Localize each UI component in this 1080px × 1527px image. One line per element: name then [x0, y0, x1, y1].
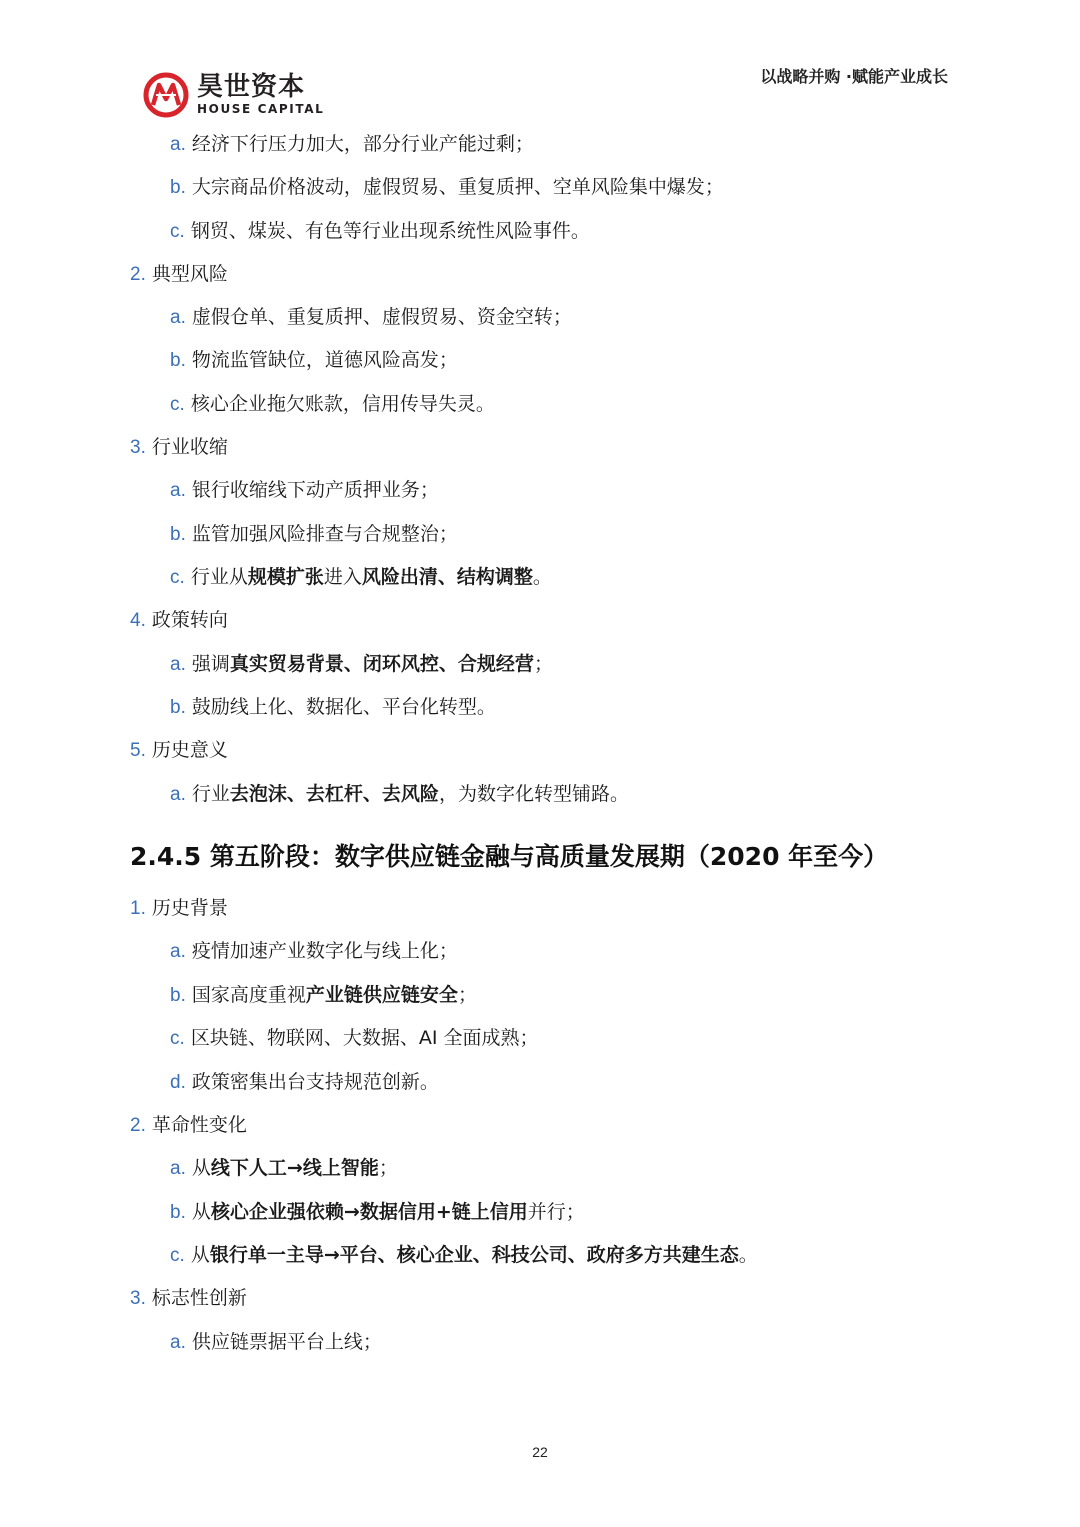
list-item-text: 政策转向	[151, 609, 228, 631]
text-run: ，为数字化转型铺路。	[438, 783, 629, 805]
list-item	[170, 564, 552, 591]
text-run: 强调	[191, 653, 230, 675]
list-marker: b.	[170, 350, 186, 371]
company-logo	[143, 70, 325, 120]
list-item	[170, 651, 553, 678]
text-run: 从	[191, 1157, 211, 1179]
list-marker: c.	[170, 1028, 185, 1049]
list-item	[170, 1199, 585, 1226]
list-marker: 4.	[130, 610, 146, 631]
list-item	[170, 174, 724, 201]
list-item	[170, 781, 629, 808]
list-marker: 1.	[130, 898, 146, 919]
text-run: 并行；	[527, 1201, 585, 1223]
list-item-text: 历史意义	[151, 739, 228, 761]
bold-text: 去泡沫、去杠杆、去风险	[229, 783, 439, 805]
text-run: 行业	[191, 783, 230, 805]
list-item-text: 革命性变化	[151, 1114, 247, 1136]
text-run: ；	[457, 984, 477, 1006]
list-item	[170, 304, 572, 331]
list-marker: c.	[170, 394, 185, 415]
bold-text: 真实贸易背景、闭环风控、合规经营	[229, 653, 534, 675]
list-marker: 2.	[130, 1115, 146, 1136]
text-run: 从	[191, 1201, 211, 1223]
list-item-text: 监管加强风险排查与合规整治；	[191, 523, 458, 545]
list-item	[170, 694, 496, 721]
list-item	[170, 521, 458, 548]
list-item	[170, 1025, 538, 1052]
list-marker: 2.	[130, 264, 146, 285]
list-item	[170, 1242, 758, 1269]
list-item-text: 钢贸、煤炭、有色等行业出现系统性风险事件。	[190, 220, 590, 242]
house-capital-logo-icon	[143, 72, 189, 118]
list-item-text: 标志性创新	[151, 1287, 247, 1309]
list-item-text: 政策密集出台支持规范创新。	[191, 1071, 439, 1093]
text-run: 行业从	[190, 566, 248, 588]
list-item	[170, 938, 458, 965]
list-marker: a.	[170, 134, 186, 155]
list-marker: b.	[170, 1202, 186, 1223]
text-run: 。	[532, 566, 552, 588]
list-marker: c.	[170, 567, 185, 588]
numbered-item	[130, 607, 228, 634]
list-item	[170, 347, 458, 374]
list-item	[170, 1155, 398, 1182]
bold-text: 产业链供应链安全	[305, 984, 458, 1006]
list-item-text: 疫情加速产业数字化与线上化；	[191, 940, 458, 962]
list-marker: a.	[170, 480, 186, 501]
numbered-item	[130, 1112, 247, 1139]
numbered-item	[130, 737, 228, 764]
text-run: 从	[190, 1244, 210, 1266]
list-marker: c.	[170, 221, 185, 242]
list-marker: b.	[170, 524, 186, 545]
logo-english-name: HOUSE CAPITAL	[197, 102, 325, 116]
text-run: 。	[738, 1244, 758, 1266]
bold-text: 银行单一主导→平台、核心企业、科技公司、政府多方共建生态	[209, 1244, 739, 1266]
text-run: 进入	[323, 566, 362, 588]
text-run: ；	[378, 1157, 398, 1179]
bold-text: 风险出清、结构调整	[361, 566, 533, 588]
bold-text: 核心企业强依赖→数据信用+链上信用	[210, 1201, 528, 1223]
list-item-text: 虚假仓单、重复质押、虚假贸易、资金空转；	[191, 306, 572, 328]
list-item	[170, 477, 439, 504]
text-run: 国家高度重视	[191, 984, 306, 1006]
list-marker: a.	[170, 1332, 186, 1353]
list-marker: a.	[170, 784, 186, 805]
list-marker: 3.	[130, 1288, 146, 1309]
list-item-text: 经济下行压力加大，部分行业产能过剩；	[191, 133, 534, 155]
list-marker: a.	[170, 1158, 186, 1179]
list-marker: 5.	[130, 740, 146, 761]
list-item	[170, 218, 590, 245]
list-marker: 3.	[130, 437, 146, 458]
section-heading: 2.4.5 第五阶段：数字供应链金融与高质量发展期（2020 年至今）	[130, 842, 889, 871]
list-marker: b.	[170, 177, 186, 198]
list-item	[170, 982, 477, 1009]
list-item-text: 核心企业拖欠账款，信用传导失灵。	[190, 393, 495, 415]
list-item	[170, 1329, 382, 1356]
list-item-text: 历史背景	[151, 897, 228, 919]
list-marker: d.	[170, 1072, 186, 1093]
list-item	[170, 1069, 439, 1096]
list-marker: a.	[170, 307, 186, 328]
numbered-item	[130, 895, 228, 922]
list-marker: b.	[170, 697, 186, 718]
header-slogan: 以战略并购 ·赋能产业成长	[760, 67, 948, 86]
list-item-text: 典型风险	[151, 263, 228, 285]
list-item-text: 行业收缩	[151, 436, 228, 458]
bold-text: 线下人工→线上智能	[210, 1157, 379, 1179]
list-item-text: 物流监管缺位，道德风险高发；	[191, 349, 458, 371]
list-marker: a.	[170, 654, 186, 675]
logo-chinese-name: 昊世资本	[197, 72, 306, 102]
list-item-text: 银行收缩线下动产质押业务；	[191, 479, 439, 501]
list-marker: c.	[170, 1245, 185, 1266]
list-item-text: 大宗商品价格波动，虚假贸易、重复质押、空单风险集中爆发；	[191, 176, 724, 198]
page-number: 22	[532, 1444, 548, 1460]
numbered-item	[130, 434, 228, 461]
text-run: ；	[533, 653, 553, 675]
numbered-item	[130, 261, 228, 288]
list-item-text: 区块链、物联网、大数据、AI 全面成熟；	[190, 1027, 539, 1049]
list-item	[170, 131, 534, 158]
list-marker: a.	[170, 941, 186, 962]
list-marker: b.	[170, 985, 186, 1006]
bold-text: 规模扩张	[247, 566, 324, 588]
list-item-text: 鼓励线上化、数据化、平台化转型。	[191, 696, 496, 718]
list-item	[170, 391, 495, 418]
numbered-item	[130, 1285, 247, 1312]
list-item-text: 供应链票据平台上线；	[191, 1331, 382, 1353]
